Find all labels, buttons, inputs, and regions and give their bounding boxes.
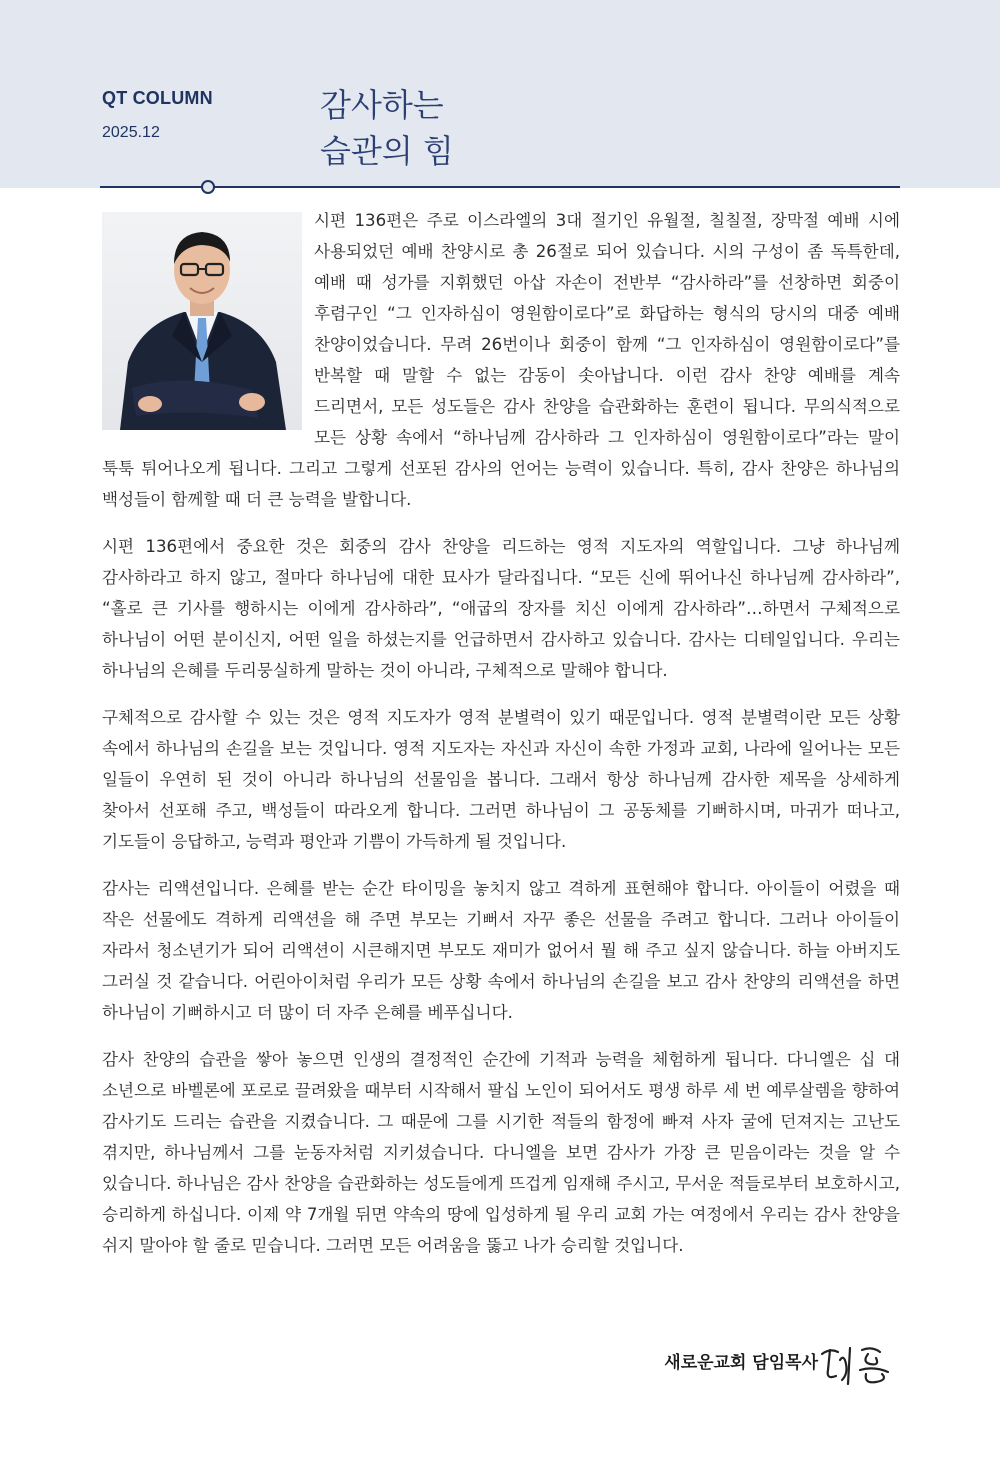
title-line-1: 감사하는 [320,86,444,124]
article-body [102,205,900,1277]
handwritten-signature [816,1340,900,1388]
divider-dot [201,180,215,194]
signature-block [560,1340,900,1390]
paragraph: 시편 136편은 주로 이스라엘의 3대 절기인 유월절, 칠칠절, 장막절 예배 시에 사용되었던 예배 찬양시로 총 26절로 되어 있습니다. 시의 구성이 좀 독특한데, 예배 때 성가를 지휘했던 아삽 자손이 전반부 “감사하라”를 선창하면 회중이 후렴구인 “그 인자하심이 영원함이로다”로 화답하는 형식의 당시의 대중 예배 찬양이었습니다. 무려 26번이나 회중이 함께 “그 인자하심이 영원함이로다”를 반복할 때 말할 수 없는 감동이 솟아납니다. 이런 감사 찬양 예배를 계속 드리면서, 모든 성도들은 감사 찬양을 습관화하는 훈련이 됩니다. 무의식적으로 모든 상황 속에서 “하나님께 감사하라 그 인자하심이 영원함이로다”라는 말이 툭툭 튀어나오게 됩니다. 그리고 그렇게 선포된 감사의 언어는 능력이 있습니다. 특히, 감사 찬양은 하나님의 백성들이 함께할 때 더 큰 능력을 발합니다. [102,211,900,509]
paragraph: 감사 찬양의 습관을 쌓아 놓으면 인생의 결정적인 순간에 기적과 능력을 체험하게 됩니다. 다니엘은 십 대 소년으로 바벨론에 포로로 끌려왔을 때부터 시작해서 팔십 노인이 되어서도 평생 하루 세 번 예루살렘을 향하여 감사기도 드리는 습관을 지켰습니다. 그 때문에 그를 시기한 적들의 함정에 빠져 사자 굴에 던져지는 고난도 겪지만, 하나님께서 그를 눈동자처럼 지키셨습니다. 다니엘을 보면 감사가 가장 큰 믿음이라는 것을 알 수 있습니다. 하나님은 감사 찬양을 습관화하는 성도들에게 뜨겁게 임재해 주시고, 무서운 적들로부터 보호하시고, 승리하게 하십니다. 이제 약 7개월 뒤면 약속의 땅에 입성하게 될 우리 교회 가는 여정에서 우리는 감사 찬양을 쉬지 말아야 할 줄로 믿습니다. 그러면 모든 어려움을 뚫고 나가 승리할 것입니다. [102,1050,900,1255]
paragraph: 시편 136편에서 중요한 것은 회중의 감사 찬양을 리드하는 영적 지도자의 역할입니다. 그냥 하나님께 감사하라고 하지 않고, 절마다 하나님에 대한 묘사가 달라집니다. “모든 신에 뛰어나신 하나님께 감사하라”, “홀로 큰 기사를 행하시는 이에게 감사하라”, “애굽의 장자를 치신 이에게 감사하라”…하면서 구체적으로 하나님이 어떤 분이신지, 어떤 일을 하셨는지를 언급하면서 감사하고 있습니다. 감사는 디테일입니다. 우리는 하나님의 은혜를 두리뭉실하게 말하는 것이 아니라, 구체적으로 말해야 합니다. [102,537,900,680]
signature-text: 새로운교회 담임목사 [664,1353,818,1373]
title-line-2: 습관의 힘 [320,132,454,170]
photo-float-spacer [102,205,314,433]
divider-rule [100,186,900,188]
page-title [320,82,454,174]
column-date: 2025.12 [102,124,160,141]
paragraph: 구체적으로 감사할 수 있는 것은 영적 지도자가 영적 분별력이 있기 때문입니다. 영적 분별력이란 모든 상황 속에서 하나님의 손길을 보는 것입니다. 영적 지도자는 자신과 자신이 속한 가정과 교회, 나라에 일어나는 모든 일들이 우연히 된 것이 아니라 하나님의 선물임을 봅니다. 그래서 항상 하나님께 감사한 제목을 상세하게 찾아서 선포해 주고, 백성들이 따라오게 합니다. 그러면 하나님이 그 공동체를 기뻐하시며, 마귀가 떠나고, 기도들이 응답하고, 능력과 평안과 기쁨이 가득하게 될 것입니다. [102,708,900,851]
column-label: QT COLUMN [102,88,213,108]
paragraph: 감사는 리액션입니다. 은혜를 받는 순간 타이밍을 놓치지 않고 격하게 표현해야 합니다. 아이들이 어렸을 때 작은 선물에도 격하게 리액션을 해 주면 부모는 기뻐서 자꾸 좋은 선물을 주려고 합니다. 그러나 아이들이 자라서 청소년기가 되어 리액션이 시큰해지면 부모도 재미가 없어서 뭘 해 주고 싶지 않습니다. 하늘 아버지도 그러실 것 같습니다. 어린아이처럼 우리가 모든 상황 속에서 하나님의 손길을 보고 감사 찬양의 리액션을 하면 하나님이 기뻐하시고 더 많이 더 자주 은혜를 베푸십니다. [102,879,901,1022]
